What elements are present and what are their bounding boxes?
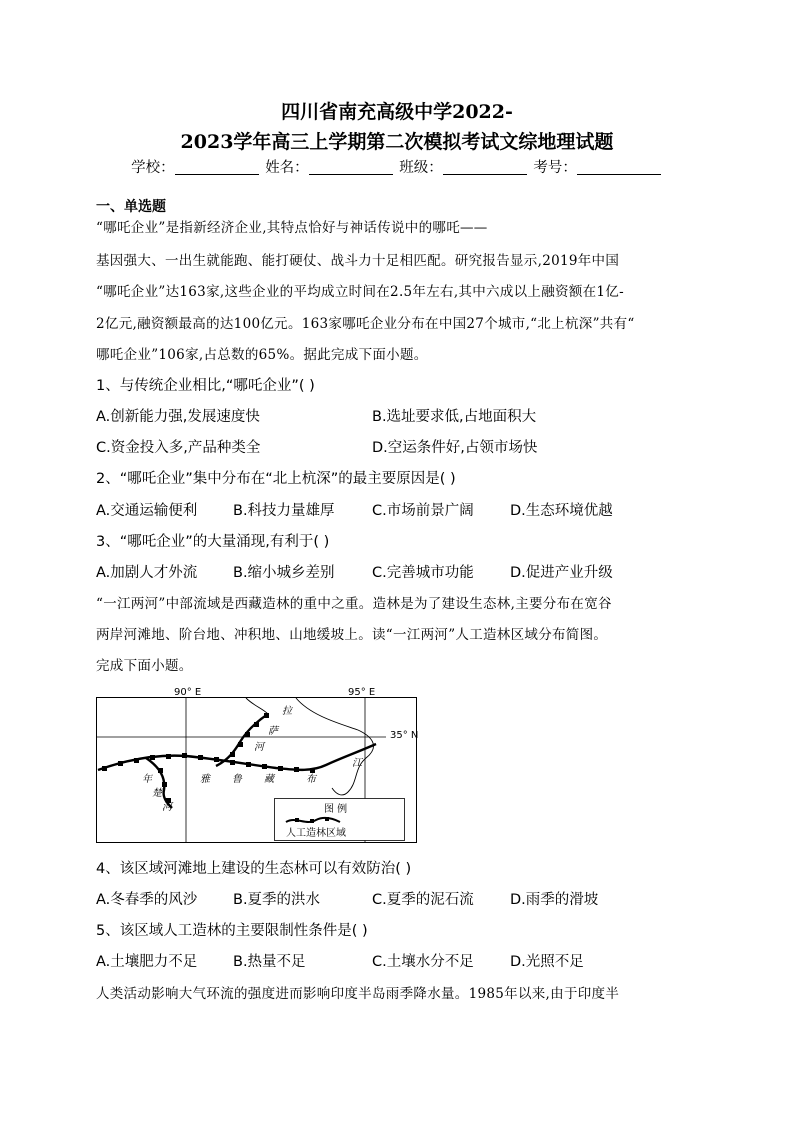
passage2-line: 两岸河滩地、阶台地、冲积地、山地缓坡上。读“一江两河”人工造林区域分布简图。 bbox=[96, 627, 608, 643]
passage3-line: 人类活动影响大气环流的强度进而影响印度半岛雨季降水量。1985年以来,由于印度半 bbox=[96, 986, 620, 1002]
school-label: 学校： bbox=[131, 160, 175, 176]
lon-95-label: 95° E bbox=[348, 687, 376, 698]
lon-90-label: 90° E bbox=[174, 687, 202, 698]
question-3-stem: 3、“哪吒企业”的大量涌现,有利于( ) bbox=[96, 534, 330, 550]
legend-marker bbox=[325, 817, 329, 821]
number-label: 考号： bbox=[533, 160, 577, 176]
q5-option-d[interactable]: D.光照不足 bbox=[510, 954, 584, 970]
legend-marker bbox=[310, 819, 314, 823]
q2-option-b[interactable]: B.科技力量雄厚 bbox=[233, 503, 335, 519]
river-char: 雅 bbox=[200, 774, 210, 785]
question-5-stem: 5、该区域人工造林的主要限制性条件是( ) bbox=[96, 923, 368, 939]
q1-option-b[interactable]: B.选址要求低,占地面积大 bbox=[372, 409, 537, 425]
river-char: 鲁 bbox=[232, 774, 242, 785]
forest-marker bbox=[245, 732, 250, 737]
q3-option-b[interactable]: B.缩小城乡差别 bbox=[233, 565, 335, 581]
passage1-line: “哪吒企业”达163家,这些企业的平均成立时间在2.5年左右,其中六成以上融资额在1亿- bbox=[96, 284, 624, 300]
legend-label: 人工造林区域 bbox=[286, 828, 346, 839]
number-field[interactable] bbox=[577, 160, 661, 175]
forest-marker bbox=[198, 755, 203, 760]
q2-option-a[interactable]: A.交通运输便利 bbox=[96, 503, 198, 519]
lat-35-label: 35° N bbox=[390, 730, 418, 741]
q1-option-d[interactable]: D.空运条件好,占领市场快 bbox=[372, 440, 538, 456]
forest-marker bbox=[246, 762, 251, 767]
passage2-line: “一江两河”中部流域是西藏造林的重中之重。造林是为了建设生态林,主要分布在宽谷 bbox=[96, 596, 612, 612]
q1-option-c[interactable]: C.资金投入多,产品种类全 bbox=[96, 440, 261, 456]
river-char: 萨 bbox=[268, 726, 278, 737]
forest-marker bbox=[310, 768, 315, 773]
forest-marker bbox=[166, 754, 171, 759]
afforestation-map bbox=[96, 686, 418, 846]
forest-marker bbox=[230, 760, 235, 765]
q4-option-c[interactable]: C.夏季的泥石流 bbox=[372, 892, 474, 908]
passage1-line: 2亿元,融资额最高的达100亿元。163家哪吒企业分布在中国27个城市,“北上杭深”共有“ bbox=[96, 316, 635, 332]
question-1-stem: 1、与传统企业相比,“哪吒企业”( ) bbox=[96, 378, 315, 394]
name-field[interactable] bbox=[309, 160, 393, 175]
river-char: 江 bbox=[352, 758, 362, 769]
forest-marker bbox=[150, 755, 155, 760]
river-char: 藏 bbox=[264, 774, 274, 785]
forest-marker bbox=[102, 766, 107, 771]
legend-marker bbox=[295, 818, 299, 822]
river-labels bbox=[142, 705, 364, 813]
forest-marker bbox=[158, 768, 163, 773]
question-4-stem: 4、该区域河滩地上建设的生态林可以有效防治( ) bbox=[96, 861, 412, 877]
forest-marker bbox=[118, 761, 123, 766]
forest-marker bbox=[230, 752, 235, 757]
question-2-stem: 2、“哪吒企业”集中分布在“北上杭深”的最主要原因是( ) bbox=[96, 471, 456, 487]
forest-marker bbox=[214, 757, 219, 762]
forest-marker bbox=[182, 753, 187, 758]
forest-marker bbox=[294, 767, 299, 772]
q4-option-b[interactable]: B.夏季的洪水 bbox=[233, 892, 321, 908]
q2-option-c[interactable]: C.市场前景广阔 bbox=[372, 503, 474, 519]
q4-option-a[interactable]: A.冬春季的风沙 bbox=[96, 892, 198, 908]
forest-marker bbox=[254, 722, 259, 727]
q1-option-a[interactable]: A.创新能力强,发展速度快 bbox=[96, 409, 260, 425]
river-char: 年 bbox=[142, 774, 152, 785]
passage1-line: 基因强大、一出生就能跑、能打硬仗、战斗力十足相匹配。研究报告显示,2019年中国 bbox=[96, 253, 620, 269]
q5-option-a[interactable]: A.土壤肥力不足 bbox=[96, 954, 198, 970]
legend-title: 图 例 bbox=[324, 804, 348, 815]
q2-option-d[interactable]: D.生态环境优越 bbox=[510, 503, 613, 519]
passage2-line: 完成下面小题。 bbox=[96, 658, 193, 674]
name-label: 姓名： bbox=[265, 160, 309, 176]
forest-marker bbox=[264, 713, 269, 718]
class-label: 班级： bbox=[399, 160, 443, 176]
q5-option-b[interactable]: B.热量不足 bbox=[233, 954, 306, 970]
lhasa-river bbox=[216, 714, 268, 766]
passage1-line: “哪吒企业”是指新经济企业,其特点恰好与神话传说中的哪吒—— bbox=[96, 220, 488, 236]
q4-option-d[interactable]: D.雨季的滑坡 bbox=[510, 892, 599, 908]
q3-option-a[interactable]: A.加剧人才外流 bbox=[96, 565, 198, 581]
student-info-row bbox=[0, 156, 794, 177]
passage1-line: 哪吒企业”106家,占总数的65%。据此完成下面小题。 bbox=[96, 347, 428, 363]
river-char: 布 bbox=[306, 774, 316, 785]
q3-option-d[interactable]: D.促进产业升级 bbox=[510, 565, 613, 581]
q5-option-c[interactable]: C.土壤水分不足 bbox=[372, 954, 474, 970]
river-char: 河 bbox=[254, 742, 264, 753]
section-title: 一、单选题 bbox=[96, 199, 166, 215]
class-field[interactable] bbox=[443, 160, 527, 175]
school-field[interactable] bbox=[175, 160, 259, 175]
river-char: 拉 bbox=[282, 706, 292, 717]
q3-option-c[interactable]: C.完善城市功能 bbox=[372, 565, 474, 581]
forest-marker bbox=[278, 766, 283, 771]
forest-marker bbox=[134, 758, 139, 763]
exam-title-line1: 四川省南充高级中学2022- bbox=[281, 101, 513, 123]
forest-marker bbox=[238, 742, 243, 747]
forest-marker bbox=[162, 782, 167, 787]
boundary-line bbox=[246, 698, 268, 714]
river-char: 楚 bbox=[152, 788, 162, 799]
exam-title-line2: 2023学年高三上学期第二次模拟考试文综地理试题 bbox=[180, 131, 614, 153]
forest-marker bbox=[262, 764, 267, 769]
river-char: 河 bbox=[162, 802, 172, 813]
